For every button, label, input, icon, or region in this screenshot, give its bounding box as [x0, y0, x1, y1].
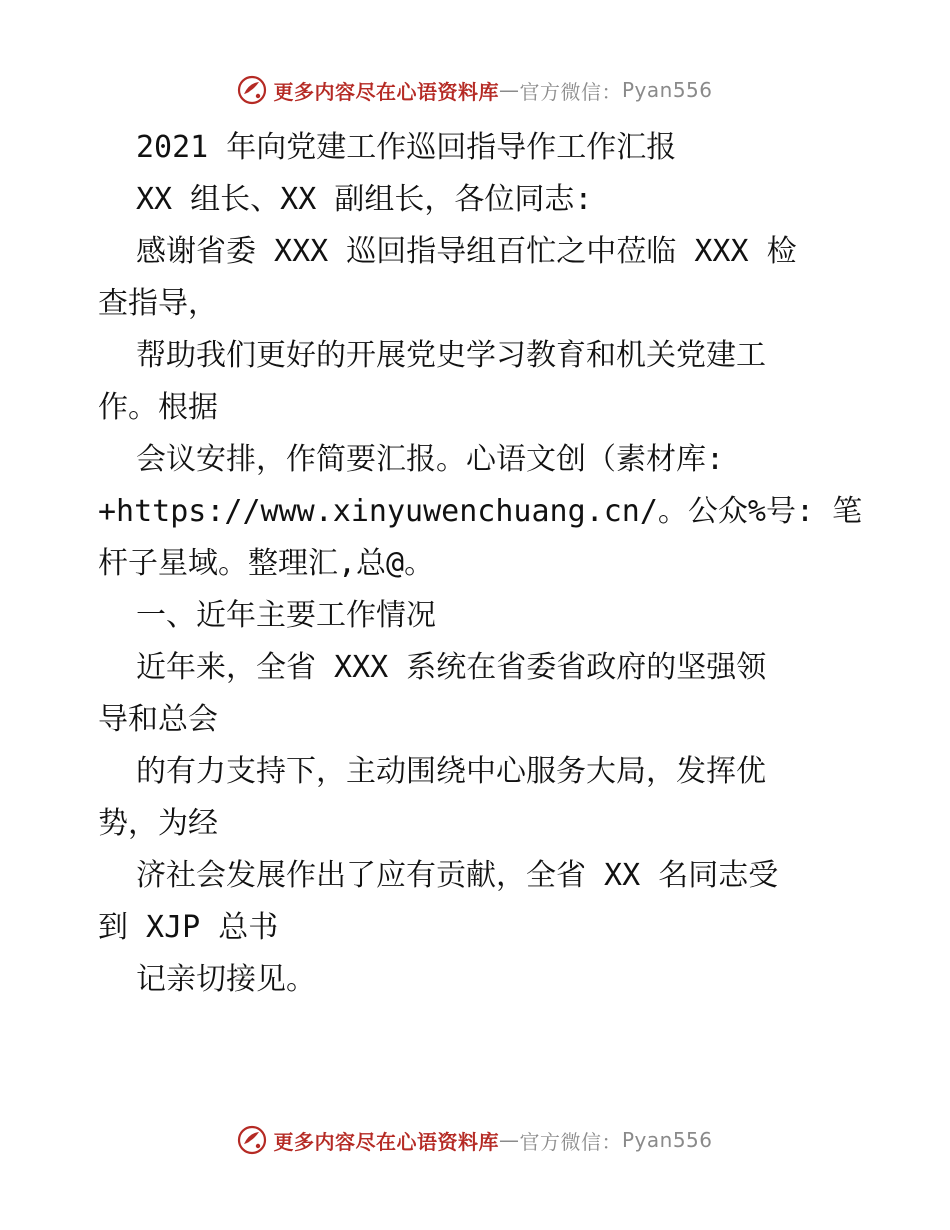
banner-wechat-id: Pyan556	[621, 78, 713, 102]
text-line: 的有力支持下，主动围绕中心服务大局，发挥优	[136, 754, 766, 789]
xinyu-logo-icon	[237, 75, 267, 105]
text-line: 感谢省委 XXX 巡回指导组百忙之中莅临 XXX 检	[136, 234, 797, 269]
text-line: 2021 年向党建工作巡回指导作工作汇报	[136, 130, 677, 165]
document-body	[98, 122, 863, 1006]
banner-slogan: 更多内容尽在心语资料库	[273, 79, 499, 104]
banner-dash: —	[498, 1128, 520, 1152]
text-line: 济社会发展作出了应有贡献，全省 XX 名同志受	[136, 858, 779, 893]
header-banner	[0, 70, 950, 110]
text-line: 一、近年主要工作情况	[136, 598, 436, 633]
text-line: 帮助我们更好的开展党史学习教育和机关党建工	[136, 338, 766, 373]
banner-wechat-label: 官方微信：	[519, 79, 622, 104]
text-line: 作。根据	[98, 390, 218, 425]
text-line: 到 XJP 总书	[98, 910, 279, 945]
text-line: 势，为经	[98, 806, 218, 841]
banner-slogan: 更多内容尽在心语资料库	[273, 1129, 499, 1154]
text-line: 记亲切接见。	[136, 962, 316, 997]
banner-wechat-label: 官方微信：	[519, 1129, 622, 1154]
text-line: +https://www.xinyuwenchuang.cn/。公众%号: 笔	[98, 494, 863, 529]
footer-banner	[0, 1120, 950, 1160]
text-line: 近年来，全省 XXX 系统在省委省政府的坚强领	[136, 650, 767, 685]
text-line: 杆子星域。整理汇,总@。	[98, 546, 435, 581]
banner-wechat-id: Pyan556	[621, 1128, 713, 1152]
text-line: XX 组长、XX 副组长，各位同志:	[136, 182, 593, 217]
text-line: 查指导，	[98, 286, 218, 321]
xinyu-logo-icon	[237, 1125, 267, 1155]
text-line: 导和总会	[98, 702, 218, 737]
banner-dash: —	[498, 78, 520, 102]
text-line: 会议安排，作简要汇报。心语文创（素材库:	[136, 442, 725, 477]
